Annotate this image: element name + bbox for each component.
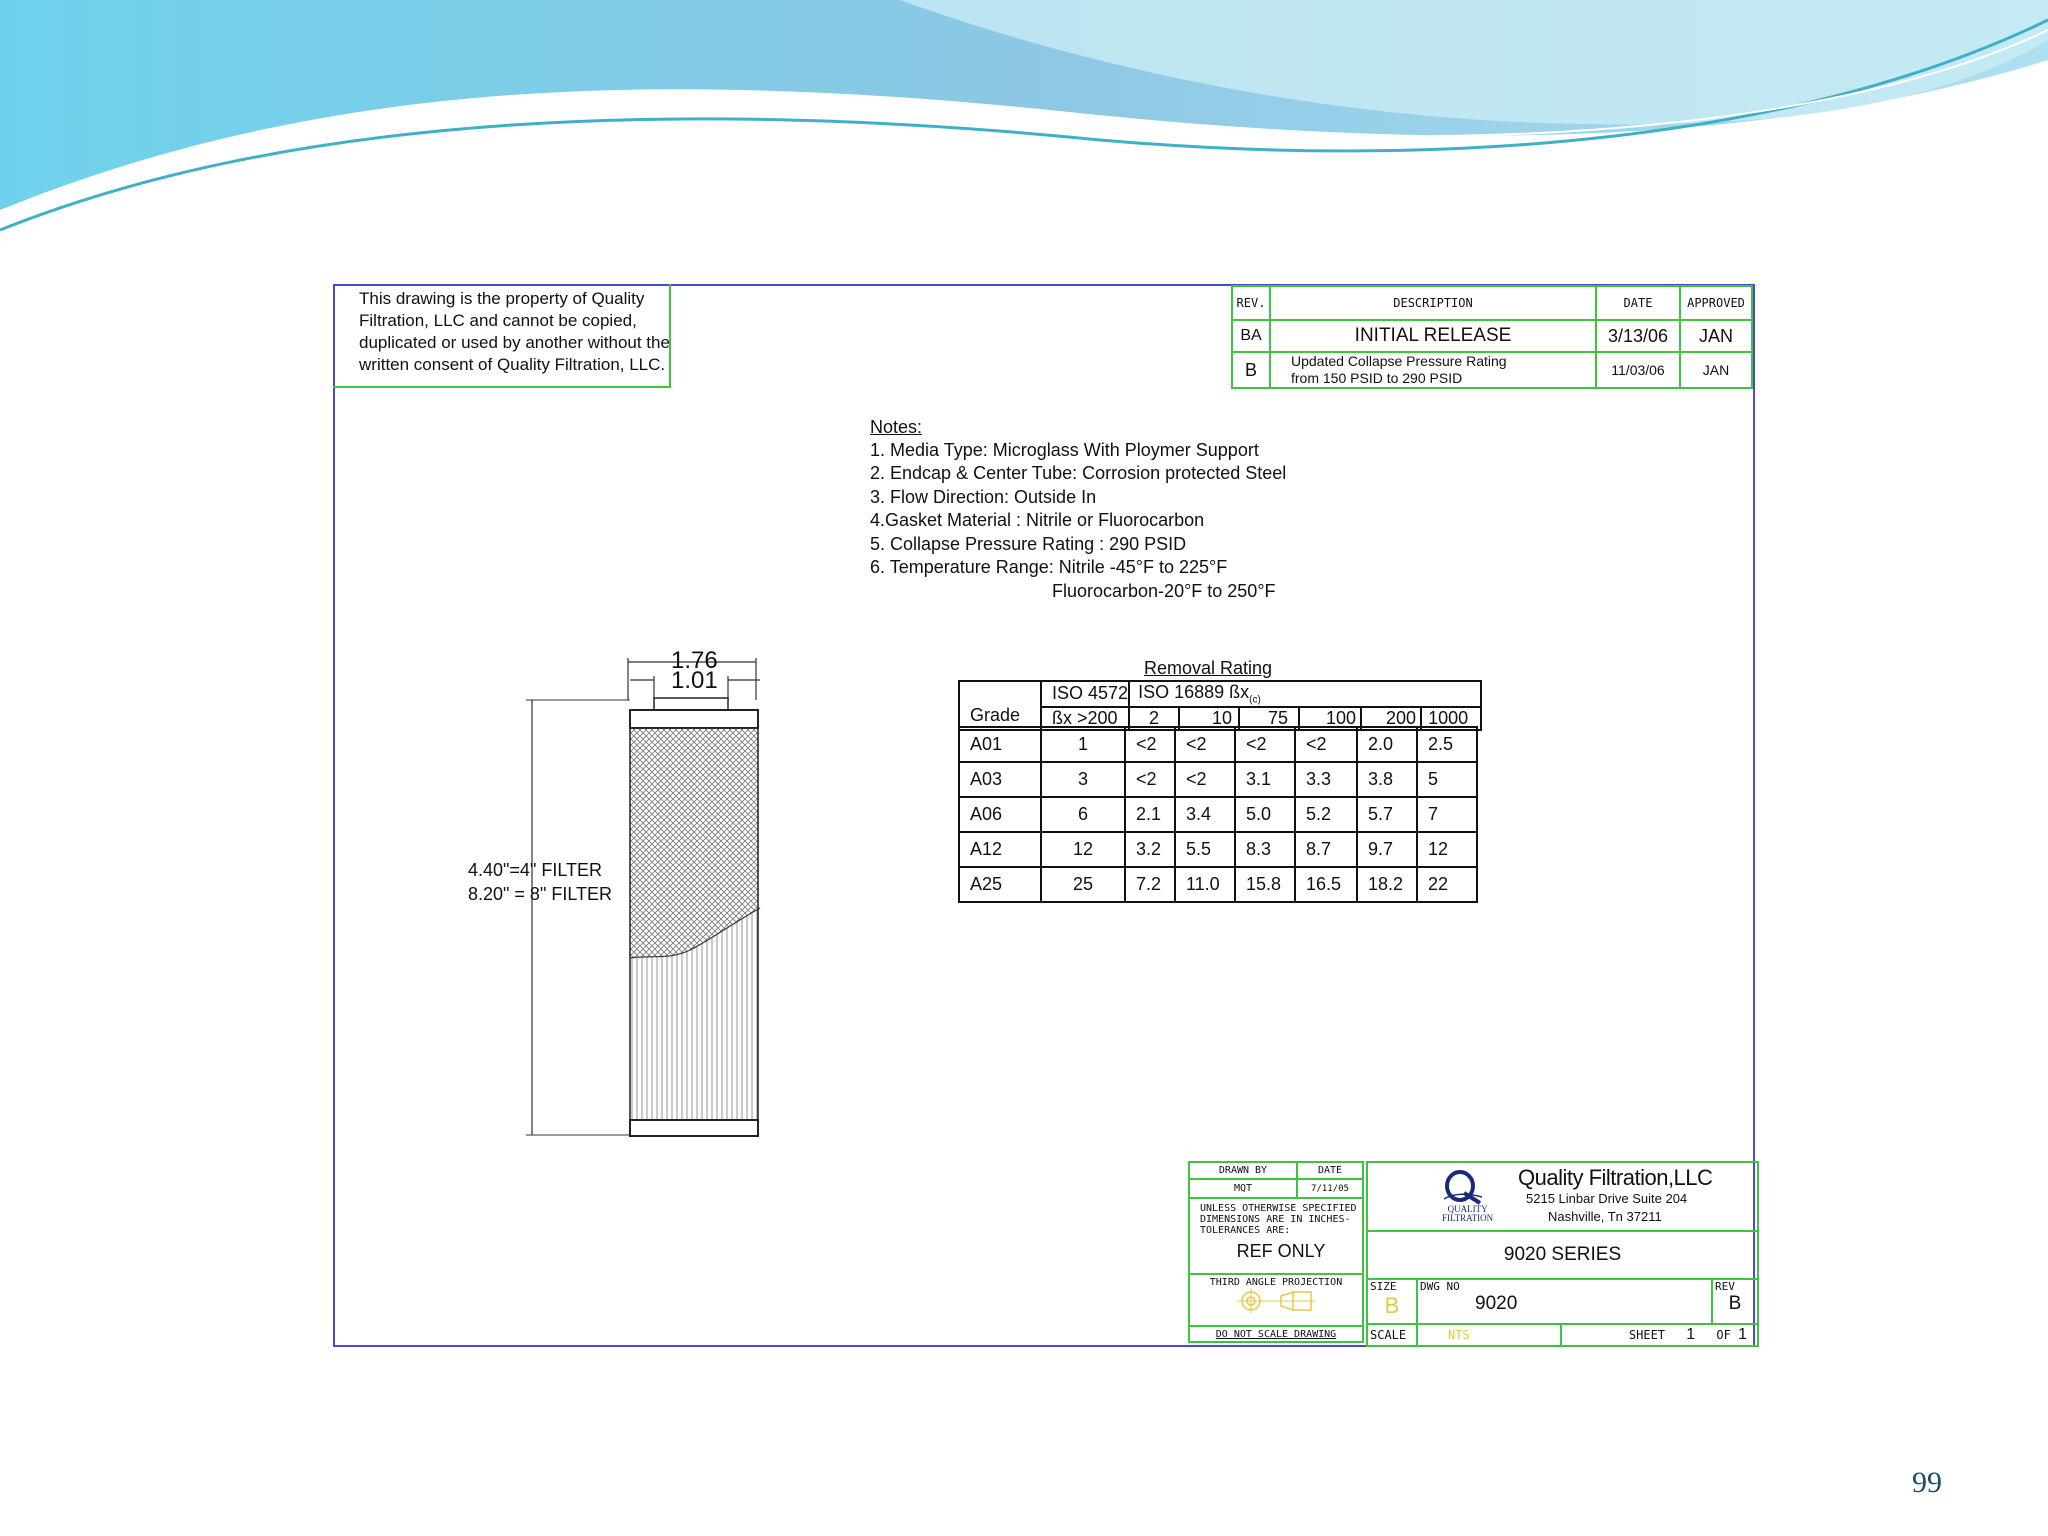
- scale-label: SCALE: [1367, 1324, 1417, 1346]
- dwg-no-label: DWG NO: [1420, 1280, 1460, 1293]
- approved-header: APPROVED: [1680, 286, 1752, 320]
- grade-cell: A12: [959, 832, 1041, 867]
- beta-value-cell: <2: [1125, 727, 1175, 762]
- revision-block: [1231, 285, 1753, 389]
- beta-value-cell: 11.0: [1175, 867, 1235, 902]
- date-label: DATE: [1297, 1162, 1363, 1179]
- beta-value-cell: 2.1: [1125, 797, 1175, 832]
- iso4572-cell: 3: [1041, 762, 1125, 797]
- tolerance-note: UNLESS OTHERWISE SPECIFIED: [1200, 1203, 1357, 1214]
- beta-value-cell: 7: [1417, 797, 1477, 832]
- beta-value-cell: 5.7: [1357, 797, 1417, 832]
- of-value: 1: [1738, 1326, 1747, 1343]
- beta-value-cell: <2: [1125, 762, 1175, 797]
- description-header: DESCRIPTION: [1270, 286, 1596, 320]
- description-cell-line2: from 150 PSID to 290 PSID: [1291, 370, 1463, 386]
- iso4572-cell: 1: [1041, 727, 1125, 762]
- beta-value-cell: <2: [1175, 727, 1235, 762]
- beta-value-cell: 3.3: [1295, 762, 1357, 797]
- beta-value-cell: 5.5: [1175, 832, 1235, 867]
- rating-row: [959, 727, 1477, 762]
- beta-value-cell: 16.5: [1295, 867, 1357, 902]
- beta-value-cell: 5.0: [1235, 797, 1295, 832]
- dwg-no-value: 9020: [1475, 1293, 1518, 1314]
- series-title: 9020 SERIES: [1367, 1231, 1758, 1279]
- company-address-line1: 5215 Linbar Drive Suite 204: [1526, 1191, 1688, 1206]
- grade-cell: A25: [959, 867, 1041, 902]
- beta-value-cell: 3.8: [1357, 762, 1417, 797]
- sheet-value: 1: [1686, 1326, 1696, 1343]
- beta-value-cell: 22: [1417, 867, 1477, 902]
- note-continuation: Fluorocarbon-20°F to 250°F: [1052, 581, 1276, 601]
- beta-value-cell: 18.2: [1357, 867, 1417, 902]
- beta-value-cell: 3.1: [1235, 762, 1295, 797]
- projection-label: THIRD ANGLE PROJECTION: [1209, 1277, 1343, 1288]
- scale-value: NTS: [1417, 1324, 1561, 1346]
- third-angle-projection-icon: [1231, 1288, 1321, 1314]
- beta-column-header: 75: [1239, 707, 1299, 730]
- header-wave-decoration: [0, 0, 2048, 240]
- beta-column-header: 2: [1129, 707, 1179, 730]
- beta-value-cell: 3.2: [1125, 832, 1175, 867]
- iso4572-cell: 25: [1041, 867, 1125, 902]
- beta-value-cell: <2: [1295, 727, 1357, 762]
- beta-column-header: 200: [1361, 707, 1421, 730]
- date-cell: 11/03/06: [1596, 352, 1680, 388]
- approved-cell: JAN: [1680, 320, 1752, 352]
- title-block-right: [1366, 1161, 1759, 1347]
- property-notice-line: This drawing is the property of Quality: [359, 289, 645, 308]
- rating-row: [959, 797, 1477, 832]
- note-item: 6. Temperature Range: Nitrile -45°F to 225°F: [870, 557, 1228, 577]
- sheet-label: SHEET: [1628, 1328, 1666, 1342]
- rev-cell: B: [1232, 352, 1270, 388]
- length-label-4in: 4.40"=4" FILTER: [468, 860, 603, 880]
- beta-value-cell: <2: [1175, 762, 1235, 797]
- property-notice-line: written consent of Quality Filtration, LLC.: [359, 355, 666, 374]
- rev-value: B: [1728, 1293, 1742, 1314]
- beta-value-cell: 8.7: [1295, 832, 1357, 867]
- beta-value-cell: 8.3: [1235, 832, 1295, 867]
- note-item: 3. Flow Direction: Outside In: [870, 487, 1097, 507]
- iso16889-header: [1129, 681, 1481, 707]
- removal-rating-title: Removal Rating: [1144, 658, 1273, 678]
- beta-value-cell: <2: [1235, 727, 1295, 762]
- description-cell: INITIAL RELEASE: [1270, 320, 1596, 352]
- beta-value-cell: 3.4: [1175, 797, 1235, 832]
- company-name: Quality Filtration,LLC: [1518, 1165, 1713, 1190]
- rating-row: [959, 762, 1477, 797]
- property-notice-line: duplicated or used by another without the: [359, 333, 670, 352]
- beta-value-cell: 15.8: [1235, 867, 1295, 902]
- drawn-by-value: MQT: [1189, 1179, 1297, 1198]
- grade-cell: A01: [959, 727, 1041, 762]
- company-address-line2: Nashville, Tn 37211: [1548, 1209, 1662, 1224]
- beta-column-header: 1000: [1421, 707, 1481, 730]
- date-header: DATE: [1596, 286, 1680, 320]
- grade-cell: A06: [959, 797, 1041, 832]
- notes-title: Notes:: [870, 417, 923, 437]
- size-value: B: [1384, 1293, 1400, 1318]
- approved-cell: JAN: [1680, 352, 1752, 388]
- note-item: 4.Gasket Material : Nitrile or Fluorocarbon: [870, 510, 1205, 530]
- beta-column-header: 10: [1179, 707, 1239, 730]
- beta-value-cell: 2.0: [1357, 727, 1417, 762]
- do-not-scale-label: DO NOT SCALE DRAWING: [1189, 1326, 1363, 1342]
- grade-cell: A03: [959, 762, 1041, 797]
- logo-text: QUALITY: [1447, 1204, 1488, 1214]
- rev-label: REV: [1715, 1280, 1735, 1293]
- iso16889-header-text: ISO 16889 ßx: [1138, 682, 1250, 702]
- rev-header: REV.: [1232, 286, 1270, 320]
- beta-column-header: 100: [1299, 707, 1361, 730]
- page-number: 99: [1912, 1466, 1942, 1499]
- company-logo-icon: [1440, 1169, 1484, 1205]
- iso4572-header: ISO 4572: [1041, 681, 1129, 707]
- drawn-date-value: 7/11/05: [1297, 1179, 1363, 1198]
- note-item: 1. Media Type: Microglass With Ploymer Support: [870, 440, 1259, 460]
- removal-rating-table: [958, 680, 1482, 731]
- note-item: 2. Endcap & Center Tube: Corrosion protected Steel: [870, 463, 1287, 483]
- beta-value-cell: 12: [1417, 832, 1477, 867]
- rev-cell: BA: [1232, 320, 1270, 352]
- note-item: 5. Collapse Pressure Rating : 290 PSID: [870, 534, 1187, 554]
- size-label: SIZE: [1370, 1280, 1397, 1293]
- of-label: OF: [1716, 1328, 1731, 1342]
- dimension-inner-diameter: 1.01: [671, 667, 718, 694]
- rating-row: [959, 867, 1477, 902]
- beta-value-cell: 5: [1417, 762, 1477, 797]
- date-cell: 3/13/06: [1596, 320, 1680, 352]
- beta-value-cell: 2.5: [1417, 727, 1477, 762]
- property-notice-box: [333, 284, 671, 388]
- rating-row: [959, 832, 1477, 867]
- iso16889-subscript: (c): [1249, 694, 1261, 706]
- iso4572-cell: 12: [1041, 832, 1125, 867]
- dimension-outer-diameter: 1.76: [671, 647, 718, 674]
- grade-header: Grade: [959, 681, 1041, 730]
- tolerance-note: DIMENSIONS ARE IN INCHES-: [1200, 1214, 1351, 1225]
- description-cell: Updated Collapse Pressure Rating: [1291, 353, 1507, 369]
- iso4572-cell: 6: [1041, 797, 1125, 832]
- drawn-by-label: DRAWN BY: [1189, 1162, 1297, 1179]
- ref-only-label: REF ONLY: [1236, 1241, 1326, 1261]
- iso4572-subheader: ßx >200: [1041, 707, 1129, 730]
- property-notice-line: Filtration, LLC and cannot be copied,: [359, 311, 637, 330]
- logo-text: FILTRATION: [1442, 1213, 1494, 1223]
- title-block-left: [1188, 1161, 1364, 1343]
- beta-value-cell: 7.2: [1125, 867, 1175, 902]
- length-label-8in: 8.20" = 8" FILTER: [468, 884, 613, 904]
- tolerance-note: TOLERANCES ARE:: [1200, 1225, 1291, 1236]
- beta-value-cell: 5.2: [1295, 797, 1357, 832]
- removal-rating-body: [958, 726, 1478, 903]
- beta-value-cell: 9.7: [1357, 832, 1417, 867]
